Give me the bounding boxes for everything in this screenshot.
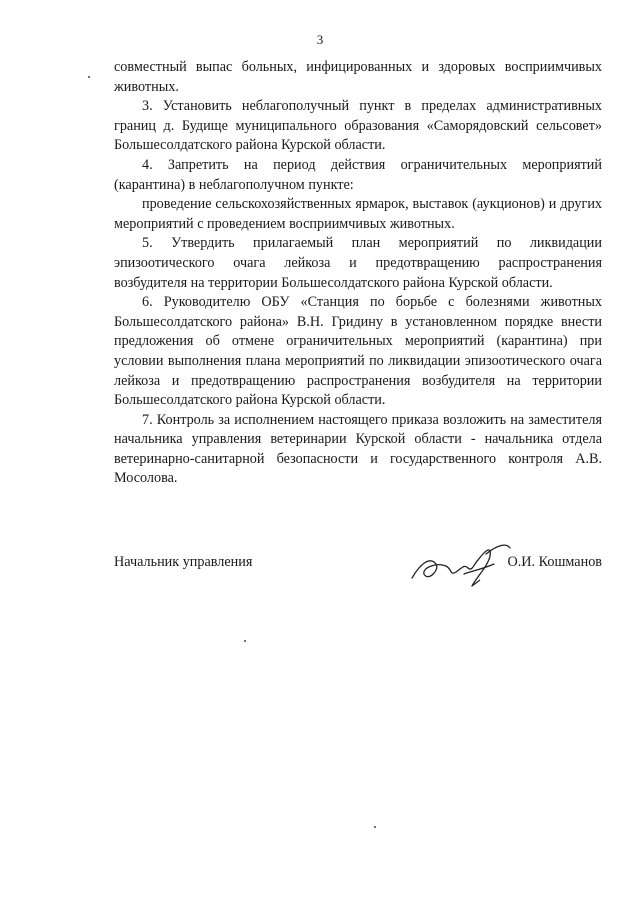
handwritten-signature bbox=[406, 534, 516, 594]
signatory-title: Начальник управления bbox=[114, 554, 253, 570]
paragraph-continuation: совместный выпас больных, инфицированных и здоровых восприимчивых животных. bbox=[114, 59, 602, 95]
paragraph-item-3: 3. Установить неблагополучный пункт в пределах административных границ д. Будище муниципального образования «Саморядовский сельсовет» Большесолдатского района Курской области. bbox=[114, 98, 602, 154]
document-body bbox=[114, 58, 602, 489]
paragraph-item-4: 4. Запретить на период действия ограничительных мероприятий (карантина) в неблагополучном пункте: bbox=[114, 156, 602, 193]
scan-speck bbox=[244, 640, 246, 642]
scan-speck bbox=[88, 76, 90, 78]
paragraph-item-5: 5. Утвердить прилагаемый план мероприятий по ликвидации эпизоотического очага лейкоза и предотвращению распространения возбудителя на территории Большесолдатского района Курской области. bbox=[114, 235, 602, 291]
signatory-name: О.И. Кошманов bbox=[507, 554, 602, 570]
paragraph-item-7: 7. Контроль за исполнением настоящего приказа возложить на заместителя начальника управления ветеринарии Курской области - начальника отдела ветеринарно-санитарной безопасности и государственного контроля А.В. Мосолова. bbox=[114, 411, 602, 487]
paragraph-item-4-detail: проведение сельскохозяйственных ярмарок, выставок (аукционов) и других мероприятий с проведением восприимчивых животных. bbox=[114, 196, 602, 232]
page-number: 3 bbox=[316, 32, 324, 47]
scan-speck bbox=[374, 826, 376, 828]
paragraph-item-6: 6. Руководителю ОБУ «Станция по борьбе с болезнями животных Большесолдатского района» В.Н. Гридину в установленном порядке внести предложения об отмене ограничительных мероприятий (карантина) при условии выполнения плана мероприятий по ликвидации эпизоотического очага лейкоза и предотвращению распространения возбудителя на территории Большесолдатского района Курской области. bbox=[114, 294, 602, 409]
